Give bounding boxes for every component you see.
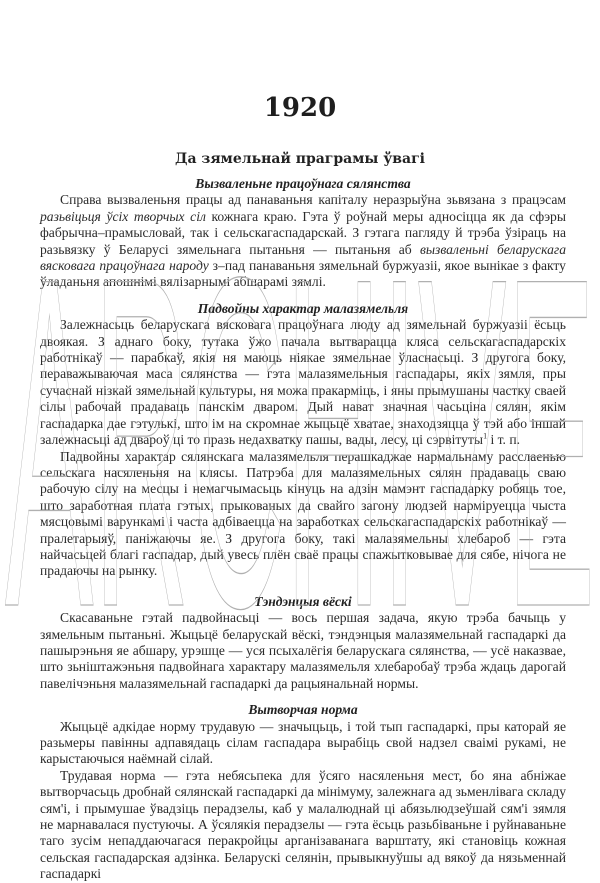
footnote-marker: 1 — [483, 431, 488, 441]
section-heading: Вытворчая норма — [248, 702, 358, 718]
section-heading: Вызваленьне працоўнага сялянства — [195, 176, 411, 191]
text-run: з–пад панаваньня зямельнай буржуазіі, якое вынікае з факту ўладаньня апошнімі вялізарнымі абшарамі зямлі. — [40, 258, 566, 290]
italic-text: вызваленьні беларускага вясковага працоўнага народу — [40, 241, 566, 274]
text-run: Трудавая норма — гэта небясьпека для ўсяго насяленьня мест, бо яна абніжае вытворчасьць дробнай сялянскай гаспадаркі да мінімуму, залежнага ад зьменлівага складу сям'і, і прымушае ўвадзіць перадзелы, каб у малалюднай ці абязьлюдзеўшай сям'і зямля не марнавалася пустуючы. А ўсялякія перадзелы — гэта ёсьць разьбіваньне і руйнаваньне таго зусім непаддаючагася перакройцы арганізаванага варштату, які становіць кожная сельская гаспадарская адзінка. Беларускі селянін, прывыкнуўшы ад вякоў да нязьменнай гаспадаркі — [40, 767, 566, 882]
paragraph — [40, 317, 566, 448]
text-run: і т. п. — [487, 432, 521, 448]
page-title: Да зямельнай праграмы ўвагі — [175, 151, 425, 167]
text-run: Залежнасьць беларускага вясковага працоўнага люду ад зямельнай буржуазіі ёсьць двоякая. З аднаго боку, тутака ўжо пачала вытварацца кляса сельскагаспадарскіх работнікаў — парабкаў, якія ня маюць ніякае зямельнае ўласнасьці. З другога боку, пераважываючая маса сялянства — гэта малазямельныя гаспадары, якіх зямля, пры сучаснай нізкай зямельнай культуры, ня можа пракарміць, і яны прымушаны частку сваей сілы рабочай прадаваць панскім дваром. Дый нават значная часьціна сялян, якім гаспадарка дае гэтулькі, што ім на скромнае жыцьцё хватае, знаходзяцца ў тэй або іншай залежнасьці ад двароў ці то празь недахватку пашы, вады, лесу, ці сэрвітуты — [40, 317, 566, 448]
text-run: Падвойны характар сялянскага малазямельля перашкаджае нармальнаму расслаенью сельскага насяленьня на клясы. Патрэба для малазямельных сялян прадаваць сваю рабочую сілу на месцы і немагчымасьць кінуць на адзін мамэнт гаспадарку робяць тое, што заработная плата гэтых, прыкованых да свайго загону людзей нарміруецца чыста мясцовымі варункамі і часта адбіваецца на заработках сельскагаспадарскіх работнікаў — пралетарыяў, паніжаючы яе. З другога боку, такі малазямельны хлебароб — гэта найчасьцей благі гаспадар, дый увесь плён сваё працы спажытковывае для сябе, нічога не прадаючы на рынку. — [40, 448, 566, 579]
paragraph — [40, 449, 566, 580]
page-year: 1920 — [263, 93, 337, 123]
document-body — [40, 176, 566, 883]
paragraph — [40, 610, 566, 692]
text-run: Скасаваньне гэтай падвойнасьці — вось першая задача, якую трэба бачыць у зямельным пытаньні. Жыцьцё беларускай вёскі, тэндэнцыя малазямельнай гаспадаркі да пашырэньня яе абшару, урэшце — уся псыхалёгія беларускага сялянства, — усё наказвае, што зьніштажэньня падвойнага характару малазямельля хлебаробаў трэба ждаць дарогай павелічэньня малазямельнай гаспадаркі да рацыянальнай нормы. — [40, 610, 566, 691]
paragraph — [40, 192, 566, 290]
section-heading: Падвойны характар малазямельля — [197, 300, 409, 316]
text-run: кожнага краю. Гэта ў роўнай меры адносіцца як да сфэры фабрычна–прамысловай, так і сельскагаспадарскай. З гэтага пагляду й трэба ўзіраць на разьвязку ў Беларусі зямельнага пытаньня — пытаньня аб — [40, 208, 566, 257]
paragraph — [40, 768, 566, 883]
section-heading: Тэндэнцыя вёскі — [254, 593, 352, 609]
paragraph — [40, 719, 566, 768]
text-run: Жыцьцё адкідае норму трудавую — значыцьць, і той тып гаспадаркі, пры каторай яе разьмеры павінны адпавядаць сілам гаспадара вырабіць свой надзел сваімі рукамі, не карыстаючыся наёмнай сілай. — [40, 718, 566, 767]
text-run: Справа вызваленьня працы ад панаваньня капіталу неразрыўна зьвязана з працэсам — [60, 192, 566, 208]
italic-text: разьвіцьця ўсіх творчых сіл — [40, 208, 206, 224]
watermark-text: ARCHIVE — [5, 200, 595, 620]
